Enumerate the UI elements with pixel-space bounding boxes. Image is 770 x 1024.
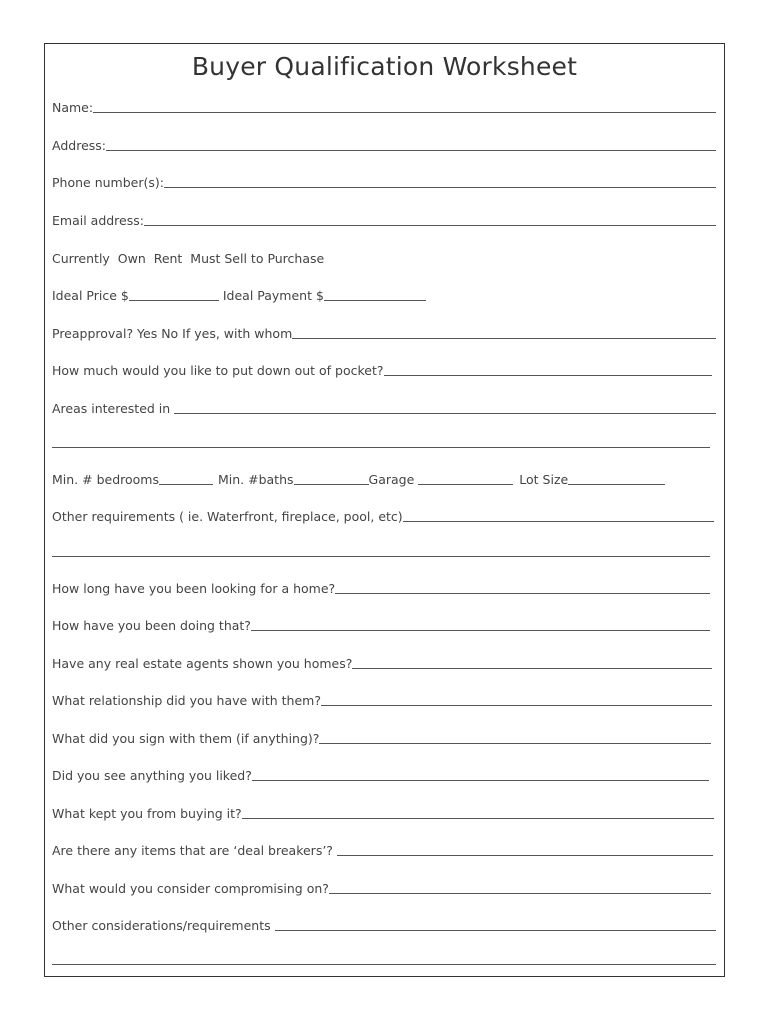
other-requirements-line[interactable] [403, 521, 714, 522]
email-line[interactable] [144, 225, 716, 226]
address-line[interactable] [106, 150, 716, 151]
name-field-row [52, 96, 716, 116]
other-requirements-row [52, 505, 714, 525]
phone-field-row [52, 171, 716, 191]
currently-label: Currently Own Rent Must Sell to Purchase [52, 251, 325, 266]
kept-from-label: What kept you from buying it? [52, 806, 242, 821]
kept-from-line[interactable] [242, 818, 714, 819]
worksheet-page [44, 43, 725, 977]
min-bedrooms-line[interactable] [159, 484, 213, 485]
deal-breakers-row [52, 839, 713, 859]
deal-breakers-label: Are there any items that are ‘deal breakers’? [52, 843, 337, 858]
phone-label: Phone number(s): [52, 175, 164, 190]
how-doing-row [52, 614, 710, 634]
how-doing-line[interactable] [251, 630, 710, 631]
signed-row [52, 727, 711, 747]
down-payment-row [52, 359, 712, 379]
areas-row [52, 397, 716, 417]
how-doing-label: How have you been doing that? [52, 618, 251, 633]
other-requirements-extra-line[interactable] [52, 556, 710, 557]
agents-shown-label: Have any real estate agents shown you homes? [52, 656, 353, 671]
compromising-label: What would you consider compromising on? [52, 881, 329, 896]
ideal-price-line[interactable] [129, 300, 219, 301]
garage-label: Garage [368, 472, 419, 487]
ideal-payment-line[interactable] [324, 300, 426, 301]
liked-row [52, 764, 709, 784]
lot-size-line[interactable] [568, 484, 665, 485]
kept-from-row [52, 802, 714, 822]
agents-shown-row [52, 652, 712, 672]
areas-label: Areas interested in [52, 401, 175, 416]
other-considerations-extra-line[interactable] [52, 964, 716, 965]
other-considerations-row [52, 914, 716, 934]
preapproval-line[interactable] [292, 338, 716, 339]
ideal-price-label: Ideal Price $ [52, 288, 129, 303]
email-field-row [52, 209, 716, 229]
areas-line[interactable] [174, 413, 716, 414]
how-long-label: How long have you been looking for a home? [52, 581, 336, 596]
address-field-row [52, 134, 716, 154]
liked-label: Did you see anything you liked? [52, 768, 252, 783]
compromising-line[interactable] [329, 893, 711, 894]
agents-shown-line[interactable] [352, 668, 712, 669]
address-label: Address: [52, 138, 106, 153]
page-title: Buyer Qualification Worksheet [191, 52, 578, 81]
min-bedrooms-label: Min. # bedrooms [52, 472, 159, 487]
name-line[interactable] [93, 112, 716, 113]
min-baths-label: Min. #baths [217, 472, 294, 487]
email-label: Email address: [52, 213, 144, 228]
garage-line[interactable] [418, 484, 513, 485]
lot-size-label: Lot Size [519, 472, 569, 487]
rooms-row [52, 468, 716, 488]
preapproval-row [52, 322, 716, 342]
how-long-line[interactable] [335, 593, 710, 594]
other-requirements-label: Other requirements ( ie. Waterfront, fireplace, pool, etc) [52, 509, 403, 524]
compromising-row [52, 877, 711, 897]
name-label: Name: [52, 100, 94, 115]
relationship-line[interactable] [321, 705, 712, 706]
signed-label: What did you sign with them (if anything)? [52, 731, 320, 746]
down-payment-line[interactable] [384, 375, 712, 376]
areas-extra-line[interactable] [52, 447, 710, 448]
min-baths-line[interactable] [294, 484, 369, 485]
currently-row [52, 247, 716, 267]
preapproval-label: Preapproval? Yes No If yes, with whom [52, 326, 293, 341]
ideal-payment-label: Ideal Payment $ [222, 288, 324, 303]
how-long-row [52, 577, 710, 597]
other-considerations-line[interactable] [275, 930, 716, 931]
relationship-row [52, 689, 712, 709]
phone-line[interactable] [164, 187, 716, 188]
liked-line[interactable] [252, 780, 709, 781]
signed-line[interactable] [319, 743, 711, 744]
relationship-label: What relationship did you have with them? [52, 693, 321, 708]
deal-breakers-line[interactable] [337, 855, 713, 856]
down-payment-label: How much would you like to put down out of pocket? [52, 363, 384, 378]
ideal-price-row [52, 284, 716, 304]
other-considerations-label: Other considerations/requirements [52, 918, 275, 933]
